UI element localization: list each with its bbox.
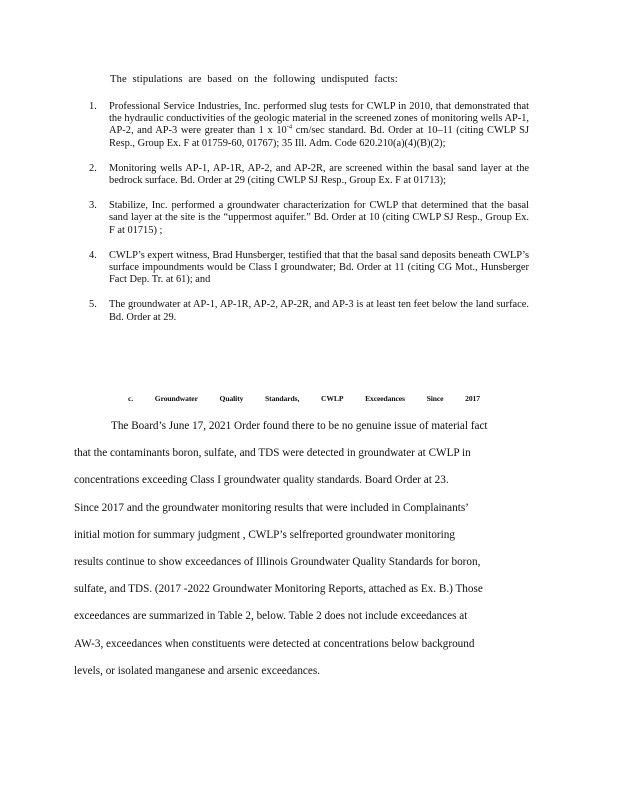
stipulations-list [89,101,529,337]
list-item-text-part: Professional Service Industries, Inc. performed slug tests for CWLP in 2010, that demonstrated that the hydraulic conductivities of the geologic material in the screened zones of monitoring wells AP-1, AP-2, and AP-3 were greater than 1 x 10 [109,101,529,137]
body-line: initial motion for summary judgment , CWLP’s selfreported groundwater monitoring [74,528,455,541]
list-item [89,200,529,237]
list-item-text: Monitoring wells AP-1, AP-1R, AP-2, and AP-2R, are screened within the basal sand layer at the bedrock surface. Bd. Order at 29 (citing CWLP SJ Resp., Group Ex. F at 01713); [109,162,529,187]
section-heading-word: Standards, [265,394,300,403]
body-line: Since 2017 and the groundwater monitoring results that were included in Complainants’ [74,501,469,514]
list-item-text [109,101,529,150]
list-item-number: 3. [89,200,97,212]
section-heading-letter: c. [128,394,134,403]
list-item-number: 1. [89,101,97,112]
section-heading-word: Quality [219,394,244,403]
body-line: sulfate, and TDS. (2017 -2022 Groundwater Monitoring Reports, attached as Ex. B.) Those [74,583,483,596]
stipulations-intro: The stipulations are based on the following undisputed facts: [110,74,398,85]
list-item-number: 5. [89,299,97,311]
body-line: AW-3, exceedances when constituents were detected at concentrations below background [74,637,475,650]
list-item-text: Stabilize, Inc. performed a groundwater characterization for CWLP that determined that the basal sand layer at the site is the “uppermost aquifer.” Bd. Order at 10 (citing CWLP SJ Resp., Group Ex. F at 01715) ; [109,200,529,236]
section-heading-word: 2017 [465,394,480,403]
list-item-text: The groundwater at AP-1, AP-1R, AP-2, AP-2R, and AP-3 is at least ten feet below the land surface. Bd. Order at 29. [109,299,529,323]
list-item [89,250,529,287]
body-line: results continue to show exceedances of Illinois Groundwater Quality Standards for boron, [74,556,481,569]
list-item-number: 4. [89,249,97,261]
section-heading [128,394,480,403]
list-item [89,299,529,323]
section-heading-word: CWLP [320,394,344,403]
body-line: The Board’s June 17, 2021 Order found there to be no genuine issue of material fact [111,420,488,432]
body-line: concentrations exceeding Class I groundwater quality standards. Board Order at 23. [74,474,449,487]
section-heading-word: Groundwater [154,394,198,403]
list-item-text: CWLP’s expert witness, Brad Hunsberger, testified that that the basal sand deposits beneath CWLP’s surface impoundments would be Class I groundwater; Bd. Order at 11 (citing CG Mot., Hunsberger Fact Dep. Tr. at 61); and [109,249,529,286]
body-line: that the contaminants boron, sulfate, and TDS were detected in groundwater at CWLP in [74,447,471,460]
list-item-text-part: cm/sec standard. Bd. Order at 10–11 (citing CWLP SJ Resp., Group Ex. F at 01759-60, 01767); 35 Ill. Adm. Code 620.210(a)(4)(B)(2); [109,125,529,149]
list-item [89,163,529,187]
section-heading-word: Since [426,394,444,403]
exponent: -4 [286,123,293,131]
body-line: levels, or isolated manganese and arsenic exceedances. [74,664,321,677]
body-line: exceedances are summarized in Table 2, below. Table 2 does not include exceedances at [74,610,468,623]
section-heading-word: Exceedances [365,394,405,403]
list-item [89,101,529,150]
body-paragraph [74,413,544,685]
list-item-number: 2. [89,162,97,174]
